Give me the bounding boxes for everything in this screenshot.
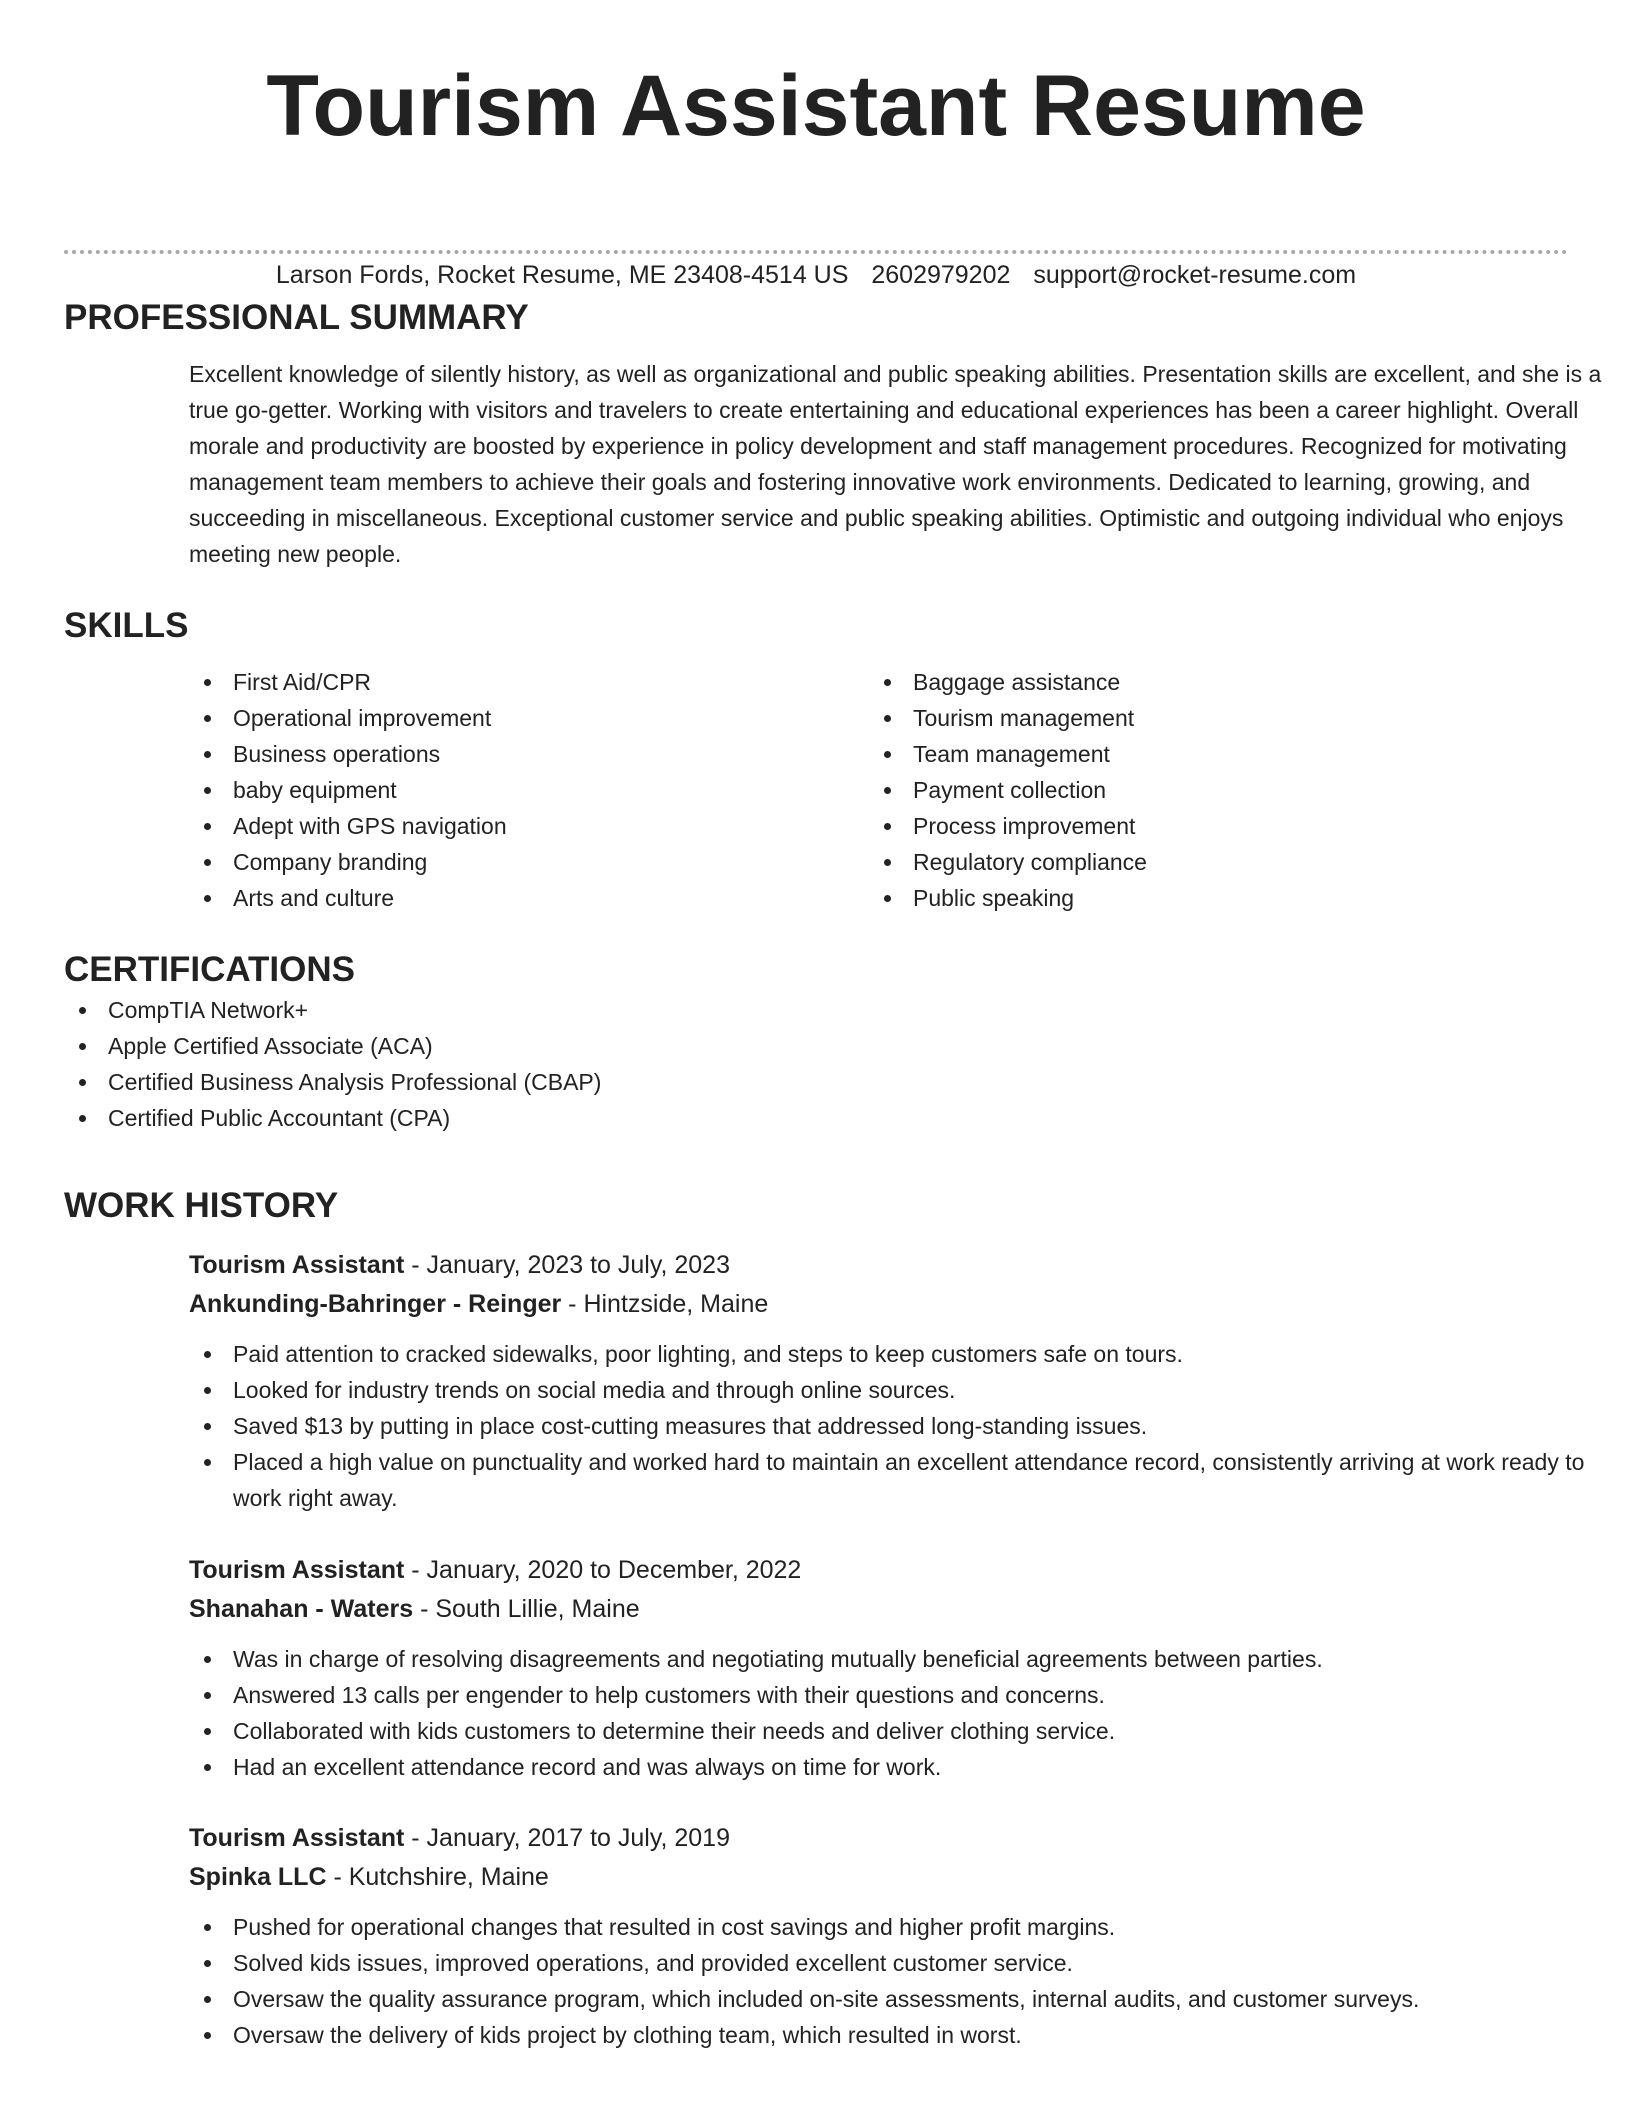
skill-item: Process improvement — [869, 808, 1549, 844]
certifications-section — [64, 948, 1568, 1136]
skill-item: Public speaking — [869, 880, 1549, 916]
job-company-line — [189, 1285, 1609, 1324]
summary-heading: PROFESSIONAL SUMMARY — [64, 298, 529, 337]
certifications-list — [64, 992, 1568, 1136]
job-duty-item: Solved kids issues, improved operations, and provided excellent customer service. — [189, 1945, 1609, 1981]
job-title: Tourism Assistant — [189, 1251, 405, 1279]
job-title: Tourism Assistant — [189, 1824, 405, 1852]
skill-item: First Aid/CPR — [189, 664, 869, 700]
job-duty-item: Looked for industry trends on social media and through online sources. — [189, 1372, 1609, 1408]
skill-item: Business operations — [189, 736, 869, 772]
skills-section — [64, 604, 1568, 916]
job-location: - South Lillie, Maine — [413, 1595, 640, 1623]
work-history-heading: WORK HISTORY — [64, 1186, 339, 1225]
skills-heading: SKILLS — [64, 606, 189, 645]
job-duty-item: Pushed for operational changes that resulted in cost savings and higher profit margins. — [189, 1909, 1609, 1945]
job-dates: - January, 2020 to December, 2022 — [404, 1556, 802, 1584]
skill-item: Arts and culture — [189, 880, 869, 916]
skill-item: Operational improvement — [189, 700, 869, 736]
job-title-line — [189, 1819, 1609, 1858]
certifications-heading: CERTIFICATIONS — [64, 950, 356, 989]
certification-item: Certified Public Accountant (CPA) — [64, 1100, 1568, 1136]
job-duties-list — [189, 1909, 1609, 2053]
job-location: - Hintzside, Maine — [561, 1290, 769, 1318]
job-duty-item: Collaborated with kids customers to determine their needs and deliver clothing service. — [189, 1713, 1609, 1749]
job-duty-item: Had an excellent attendance record and was always on time for work. — [189, 1749, 1609, 1785]
skill-item: Adept with GPS navigation — [189, 808, 869, 844]
job-duty-item: Oversaw the quality assurance program, which included on-site assessments, internal audits, and customer surveys. — [189, 1981, 1609, 2017]
job-duties-list — [189, 1336, 1609, 1516]
contact-line — [0, 258, 1632, 292]
job-entry — [64, 1551, 1568, 1785]
job-duty-item: Placed a high value on punctuality and worked hard to maintain an excellent attendance record, consistently arriving at work ready to work right away. — [189, 1444, 1609, 1516]
job-entry — [64, 1819, 1568, 2053]
job-duty-item: Saved $13 by putting in place cost-cutting measures that addressed long-standing issues. — [189, 1408, 1609, 1444]
skill-item: Company branding — [189, 844, 869, 880]
skill-item: Team management — [869, 736, 1549, 772]
skill-item: Baggage assistance — [869, 664, 1549, 700]
job-company: Spinka LLC — [189, 1863, 327, 1891]
skill-item: Tourism management — [869, 700, 1549, 736]
job-duty-item: Was in charge of resolving disagreements and negotiating mutually beneficial agreements between parties. — [189, 1641, 1609, 1677]
skills-list-right — [869, 664, 1549, 916]
job-company-line — [189, 1590, 1609, 1629]
certification-item: CompTIA Network+ — [64, 992, 1568, 1028]
skill-item: baby equipment — [189, 772, 869, 808]
job-duty-item: Paid attention to cracked sidewalks, poor lighting, and steps to keep customers safe on tours. — [189, 1336, 1609, 1372]
contact-address: Larson Fords, Rocket Resume, ME 23408-4514 US — [275, 261, 849, 289]
certification-item: Apple Certified Associate (ACA) — [64, 1028, 1568, 1064]
header-divider — [64, 250, 1568, 254]
summary-section — [64, 296, 1602, 572]
job-duty-item: Oversaw the delivery of kids project by clothing team, which resulted in worst. — [189, 2017, 1609, 2053]
job-entry — [64, 1246, 1585, 1516]
job-title-line — [189, 1551, 1609, 1590]
job-block — [189, 1819, 1609, 2053]
job-duty-item: Answered 13 calls per engender to help customers with their questions and concerns. — [189, 1677, 1609, 1713]
job-duties-list — [189, 1641, 1609, 1785]
skill-item: Regulatory compliance — [869, 844, 1549, 880]
certification-item: Certified Business Analysis Professional (CBAP) — [64, 1064, 1568, 1100]
job-block — [189, 1246, 1609, 1516]
contact-phone: 2602979202 — [871, 261, 1011, 289]
skill-item: Payment collection — [869, 772, 1549, 808]
skills-list-left — [189, 664, 869, 916]
job-block — [189, 1551, 1609, 1785]
summary-text: Excellent knowledge of silently history, as well as organizational and public speaking abilities. Presentation skills are excellent, and she is a true go-getter. Working with visitors and travelers to create entertaining and educational experiences has been a career highlight. Overall morale and productivity are boosted by experience in policy development and staff management procedures. Recognized for motivating management team members to achieve their goals and fostering innovative work environments. Dedicated to learning, growing, and succeeding in miscellaneous. Exceptional customer service and public speaking abilities. Optimistic and outgoing individual who enjoys meeting new people. — [189, 361, 1602, 567]
resume-title: Tourism Assistant Resume — [266, 58, 1366, 154]
job-dates: - January, 2017 to July, 2019 — [404, 1824, 730, 1852]
job-title: Tourism Assistant — [189, 1556, 405, 1584]
job-company: Ankunding-Bahringer - Reinger — [189, 1290, 562, 1318]
job-company: Shanahan - Waters — [189, 1595, 414, 1623]
job-title-line — [189, 1246, 1609, 1285]
job-dates: - January, 2023 to July, 2023 — [404, 1251, 730, 1279]
job-company-line — [189, 1858, 1609, 1897]
skills-columns — [189, 664, 1568, 916]
work-history-section — [64, 1184, 1568, 1228]
job-location: - Kutchshire, Maine — [326, 1863, 549, 1891]
contact-email: support@rocket-resume.com — [1033, 261, 1357, 289]
